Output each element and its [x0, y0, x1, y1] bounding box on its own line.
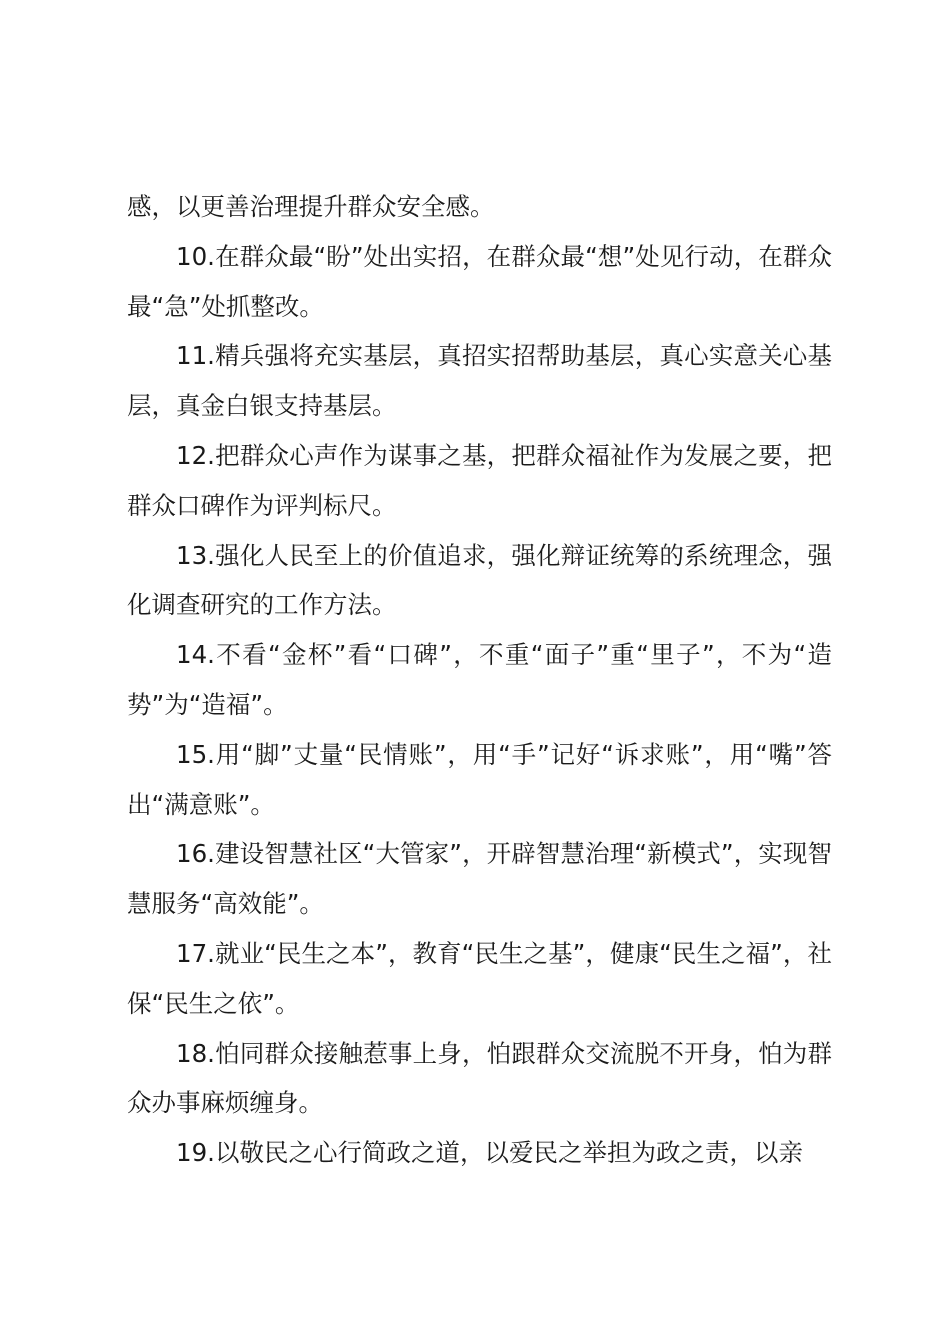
- paragraph-item-12: 12.把群众心声作为谋事之基，把群众福祉作为发展之要，把群众口碑作为评判标尺。: [127, 440, 832, 520]
- paragraph-item-19: 19.以敬民之心行简政之道，以爱民之举担为政之责，以亲: [176, 1138, 803, 1168]
- paragraph-continuation: 感，以更善治理提升群众安全感。: [127, 192, 495, 221]
- paragraph-item-10: 10.在群众最“盼”处出实招，在群众最“想”处见行动，在群众最“急”处抓整改。: [127, 241, 832, 321]
- paragraph-item-13: 13.强化人民至上的价值追求，强化辩证统筹的系统理念，强化调查研究的工作方法。: [127, 540, 832, 620]
- paragraph-item-17: 17.就业“民生之本”，教育“民生之基”，健康“民生之福”，社保“民生之依”。: [127, 938, 832, 1018]
- paragraph-item-14: 14.不看“金杯”看“口碑”，不重“面子”重“里子”，不为“造势”为“造福”。: [127, 640, 832, 719]
- paragraph-item-15: 15.用“脚”丈量“民情账”，用“手”记好“诉求账”，用“嘴”答出“满意账”。: [127, 739, 832, 819]
- document-body: [127, 182, 832, 1178]
- paragraph-item-16: 16.建设智慧社区“大管家”，开辟智慧治理“新模式”，实现智慧服务“高效能”。: [127, 839, 832, 919]
- paragraph-item-11: 11.精兵强将充实基层，真招实招帮助基层，真心实意关心基层，真金白银支持基层。: [127, 341, 832, 421]
- paragraph-item-18: 18.怕同群众接触惹事上身，怕跟群众交流脱不开身，怕为群众办事麻烦缠身。: [127, 1038, 832, 1118]
